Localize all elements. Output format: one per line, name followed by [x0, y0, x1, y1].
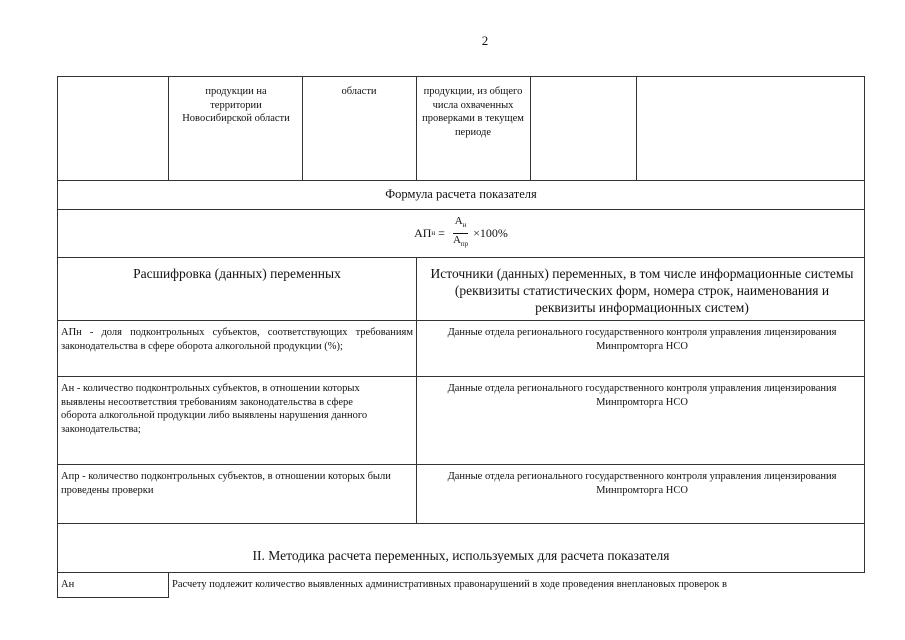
top-row-cell-region: области: [341, 86, 377, 97]
page-number: 2: [481, 33, 489, 48]
formula-row: [57, 209, 865, 257]
formula-header-row: [57, 180, 865, 209]
top-row-cell-product: продукции на территории Новосибирской области: [182, 86, 290, 124]
variable-source: Данные отдела регионального государственного контроля управления лицензирования Минпромторга НСО: [447, 383, 837, 408]
method-row-label: Ан: [61, 579, 75, 590]
method-row-text: Расчету подлежит количество выявленных административных правонарушений в ходе проведения внеплановых проверок в: [172, 579, 727, 590]
header-sources: Источники (данных) переменных, в том числе информационные системы (реквизиты статистических форм, номера строк, наименования и реквизиты информационных систем): [430, 266, 854, 315]
formula-header: Формула расчета показателя: [385, 187, 537, 201]
method-row: [57, 572, 865, 598]
formula-lhs-sub: н: [431, 229, 436, 237]
variable-source: Данные отдела регионального государственного контроля управления лицензирования Минпромторга НСО: [447, 471, 837, 496]
top-row: [57, 76, 865, 180]
top-row-cell-share: продукции, из общего числа охваченных проверками в текущем периоде: [422, 86, 524, 138]
formula-multiplier: ×100%: [473, 225, 508, 240]
variable-row-1: [57, 320, 865, 376]
section-title: II. Методика расчета переменных, используемых для расчета показателя: [252, 548, 670, 563]
formula-numerator: А: [454, 215, 463, 228]
variable-source: Данные отдела регионального государственного контроля управления лицензирования Минпромторга НСО: [447, 327, 837, 352]
header-variables: Расшифровка (данных) переменных: [133, 266, 341, 281]
variable-definition: Ан - количество подконтрольных субъектов, в отношении которых выявлены несоответствия требованиям законодательства в сфере оборота алкогольной продукции либо выявлены нарушения данного законодательства;: [61, 383, 368, 435]
variable-definition: Апр - количество подконтрольных субъектов, в отношении которых были проведены проверки: [61, 471, 391, 496]
variable-row-2: [57, 376, 865, 464]
formula-lhs: АП: [414, 225, 432, 240]
formula-numerator-sub: н: [462, 221, 467, 230]
variable-row-3: [57, 464, 865, 523]
formula-fraction: [451, 215, 470, 250]
formula: АП н = $\frac{А_н}{А_{пр}}$ ×100%: [58, 209, 864, 257]
formula-denominator-sub: пр: [460, 239, 469, 248]
section-title-row: [57, 523, 865, 572]
variable-definition: АПн - доля подконтрольных субъектов, соответствующих требованиям законодательства в сфере оборота алкогольной продукции (%);: [61, 327, 413, 352]
formula-denominator: А: [452, 233, 461, 246]
headers-row: [57, 257, 865, 320]
